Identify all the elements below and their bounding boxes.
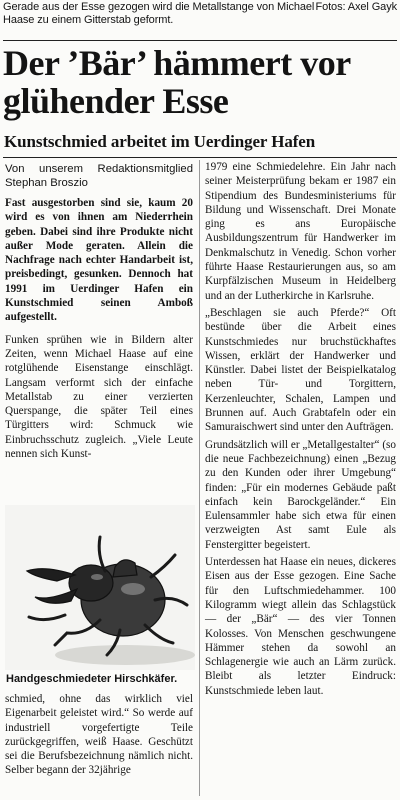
left-column-bottom <box>5 692 193 781</box>
top-rule <box>3 40 397 41</box>
top-photo-caption <box>3 1 397 27</box>
headline: Der ’Bär’ hämmert vor glühender Esse <box>3 43 351 121</box>
image-caption: Handgeschmiedeter Hirschkäfer. <box>6 673 178 685</box>
body-paragraph-3: 1979 eine Schmiedelehre. Ein Jahr nach seiner Meisterprüfung bekam er 1987 ein Stipendium des Bundesministeriums für Bildung und Wissenschaft. Drei Monate ging es ans Europäische Ausbildungszentrum für Handwerker im Denkmalschutz in Venedig. Schon vorher führte Haase Restaurierungen aus, so am Kurpfälzischen Museum in Heidelberg und an der Lutherkirche in Karlsruhe. <box>205 161 396 302</box>
body-paragraph-1: Funken sprühen wie in Bildern alter Zeiten, wenn Michael Haase auf eine rotglühende Eisenstange einschlägt. Langsam verformt sich der einfache Metallstab zu einer verzierten Querspange, die später Teil eines Türgitters wird: Schmuck wie Einbruchsschutz zugleich. „Viele Leute nennen sich Kunst- <box>5 333 193 461</box>
right-column <box>205 160 396 701</box>
column-divider <box>199 160 200 796</box>
stag-beetle-photo <box>5 505 195 670</box>
photo-credit: Fotos: Axel Gayk <box>315 1 397 13</box>
body-paragraph-2: schmied, ohne das wirklich viel Eigenarbeit geleistet wird.“ So werde auf industriell vorgefertigte Teile zurückgegriffen, weiß Haase. Geschützt sei die Berufsbezeichnung nämlich nicht. Selber begann der 32jährige <box>5 693 193 777</box>
body-paragraph-4: „Beschlagen sie auch Pferde?“ Oft bestünde über die Arbeit eines Kunstschmiedes nur bruchstückhaftes Wissen, erklärt der Handwerker und Künstler. Dabei listet der Beispielkatalog neben Tür- und Torgittern, Kerzenleuchter, Schalen, Lampen und Brunnen auf. Auch Grabtafeln oder ein Samuraischwert sind unter den Aufträgen. <box>205 306 396 434</box>
body-paragraph-6: Unterdessen hat Haase ein neues, dickeres Eisen aus der Esse gezogen. Eine Sache für den Luftschmiedehammer. 100 Kilogramm wiegt allein das Schlagstück — der „Bär“ — des vier Tonnen Kolosses. Von Menschen geschwungene Hämmer stehen da sowohl an Schlagenergie wie auch an Lärm zurück. Bleibt als letzter Eindruck: Kunstschmiede leben laut. <box>205 556 396 697</box>
photo-caption-text: Gerade aus der Esse gezogen wird die Metallstange von Michael Haase zu einem Gitterstab geformt. <box>3 1 315 26</box>
byline: Von unserem Redaktionsmitglied Stephan Broszio <box>5 163 193 189</box>
body-paragraph-5: Grundsätzlich will er „Metallgestalter“ (so die neue Fachbezeichnung) einen „Bezug zu den Kunden oder ihrer Umgebung“ finden: „Für ein modernes Gebäude paßt einfach kein Barockgeländer.“ Ein Eulensammler habe sich etwa für einen verzweigten Ast samt Eule als Fenstergitter begeistert. <box>205 438 396 551</box>
subhead-rule <box>3 157 397 158</box>
subheadline: Kunstschmied arbeitet im Uerdinger Hafen <box>4 132 316 151</box>
left-column-top <box>5 162 193 464</box>
lead-paragraph: Fast ausgestorben sind sie, kaum 20 wird es von ihnen am Niederrhein geben. Dabei sind ihre Produkte nicht außer Mode geraten. Allein die Nachfrage nach echter Handarbeit ist, preisbedingt, gesunken. Dennoch hat 1991 im Uerdinger Hafen ein Kunstschmied seinen Amboß aufgestellt. <box>5 197 193 324</box>
